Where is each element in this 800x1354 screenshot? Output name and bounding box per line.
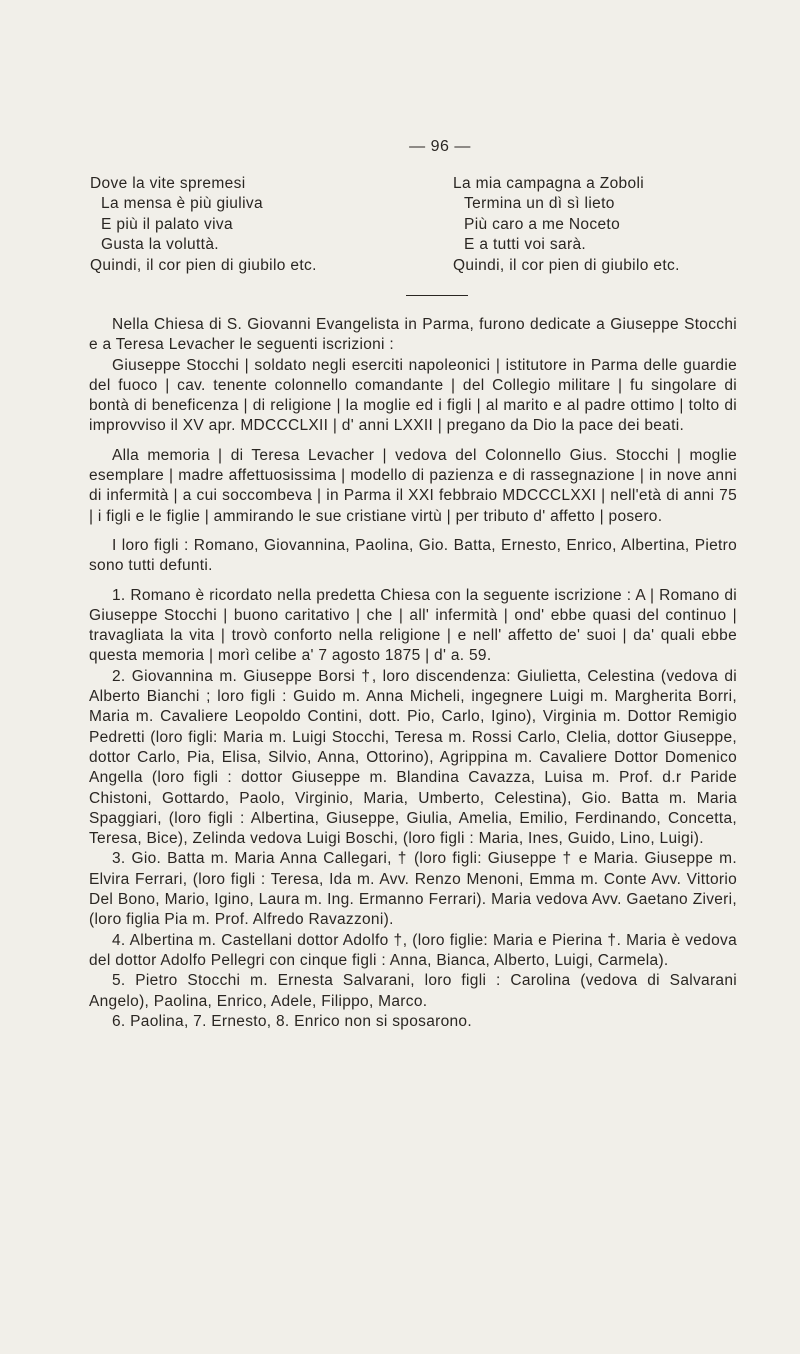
entry-unmarried: 6. Paolina, 7. Ernesto, 8. Enrico non si sposarono. xyxy=(112,1012,472,1030)
verse-refrain: Quindi, il cor pien di giubilo etc. xyxy=(90,256,317,274)
inscription-teresa: Alla memoria | di Teresa Levacher | vedova del Colonnello Gius. Stocchi | moglie esemplare | madre affettuosissima | modello di pazienza e di rassegnazione | in nove anni di infermità | a cui soccombeva | in Parma il XXI febbraio MDCCCLXXI | nell'età di anni 75 | i figli e le figlie | ammirando le sue cristiane virtù | per tributo d' affetto | posero. xyxy=(89,446,737,525)
inscription-giuseppe: Giuseppe Stocchi | soldato negli eserciti napoleonici | istitutore in Parma delle guardie del fuoco | cav. tenente colonnello comandante | del Collegio militare | fu singolare di bontà di beneficenza | di religione | la moglie ed i figli | al marito e al padre ottimo | tolto di improvviso il XV apr. MDCCCLXII | d' anni LXXII | pregano da Dio la pace dei beati. xyxy=(89,356,737,435)
body-text xyxy=(89,315,737,1032)
verse-line: E più il palato viva xyxy=(101,215,233,233)
entry-albertina: 4. Albertina m. Castellani dottor Adolfo †, (loro figlie: Maria e Pierina †. Maria è vedova del dottor Adolfo Pellegri con cinque figli : Anna, Bianca, Alberto, Luigi, Carmela). xyxy=(89,931,737,969)
section-divider xyxy=(406,295,468,296)
poem-stanza-left xyxy=(90,174,317,276)
entry-giovannina: 2. Giovannina m. Giuseppe Borsi †, loro discendenza: Giulietta, Celestina (vedova di Alberto Bianchi ; loro figli : Guido m. Anna Micheli, ingegnere Luigi m. Margherita Borri, Maria m. Cavaliere Leopoldo Contini, dott. Pio, Carlo, Igino), Virginia m. Dottor Remigio Pedretti (loro figli: Maria m. Luigi Stocchi, Teresa m. Rossi Carlo, Clelia, dottor Giuseppe, dottor Carlo, Pia, Elisa, Silvio, Anna, Ottorino), Agrippina m. Cavaliere Dottor Domenico Angella (loro figli : dottor Giuseppe m. Blandina Cavazza, Luisa m. Prof. d.r Paride Chistoni, Gottardo, Paolo, Virginio, Maria, Umberto, Celestina), Gio. Batta m. Maria Spaggiari, (loro figli : Albertina, Giuseppe, Giulia, Amelia, Emilio, Ferdinando, Concetta, Teresa, Bice), Zelinda vedova Luigi Boschi, (loro figli : Maria, Ines, Guido, Lino, Luigi). xyxy=(89,667,737,848)
verse-line: Più caro a me Noceto xyxy=(464,215,621,233)
verse-line: La mia campagna a Zoboli xyxy=(453,175,645,192)
verse-line: Dove la vite spremesi xyxy=(90,175,246,192)
entry-gio-batta: 3. Gio. Batta m. Maria Anna Callegari, † (loro figli: Giuseppe † e Maria. Giuseppe m. Elvira Ferrari, (loro figli : Teresa, Ida m. Avv. Renzo Menoni, Emma m. Conte Avv. Vittorio Del Bono, Mario, Igino, Laura m. Ing. Ermanno Ferrari). Maria vedova Avv. Gaetano Ziveri, (loro figlia Pia m. Prof. Alfredo Ravazzoni). xyxy=(89,850,737,929)
page-number: — 96 — xyxy=(409,138,471,155)
verse-line: Termina un dì sì lieto xyxy=(464,195,615,213)
verse-refrain: Quindi, il cor pien di giubilo etc. xyxy=(453,256,680,274)
verse-line: Gusta la voluttà. xyxy=(101,236,219,254)
verse-line: E a tutti voi sarà. xyxy=(464,236,587,254)
poem-stanza-right xyxy=(453,174,680,276)
entry-pietro: 5. Pietro Stocchi m. Ernesta Salvarani, loro figli : Carolina (vedova di Salvarani Angelo), Paolina, Enrico, Adele, Filippo, Marco. xyxy=(89,972,737,1010)
children-paragraph: I loro figli : Romano, Giovannina, Paolina, Gio. Batta, Ernesto, Enrico, Albertina, Pietro sono tutti defunti. xyxy=(89,536,737,575)
entry-romano: 1. Romano è ricordato nella predetta Chiesa con la seguente iscrizione : A | Romano di Giuseppe Stocchi | buono caritativo | che | all' infermità | ond' ebbe quasi del continuo | travagliata la vita | trovò conforto nella religione | e nell' affetto de' suoi | da' quali ebbe questa memoria | morì celibe a' 7 agosto 1875 | d' a. 59. xyxy=(89,586,737,665)
intro-paragraph: Nella Chiesa di S. Giovanni Evangelista in Parma, furono dedicate a Giuseppe Stocchi e a Teresa Levacher le seguenti iscrizioni : xyxy=(89,316,737,354)
verse-line: La mensa è più giuliva xyxy=(101,195,263,213)
